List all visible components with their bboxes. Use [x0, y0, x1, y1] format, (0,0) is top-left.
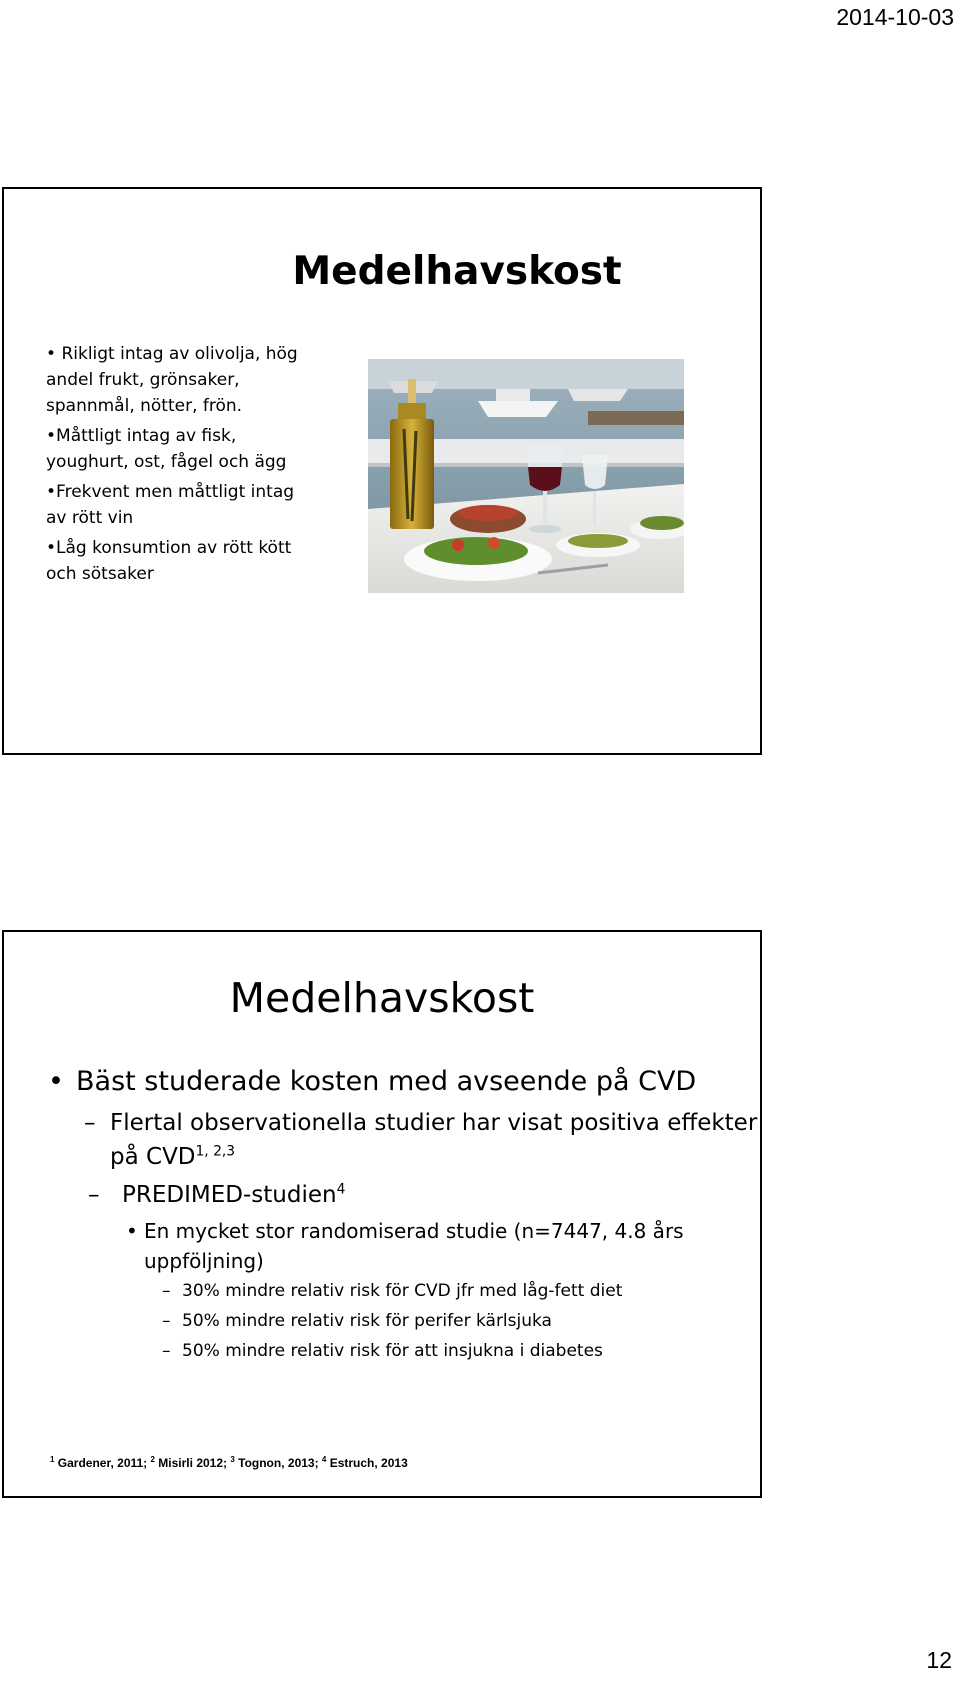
slide-2	[2, 930, 762, 1498]
bullet-level-4: – 30% mindre relativ risk för CVD jfr med låg-fett diet	[4, 1276, 760, 1306]
slide-2-body	[4, 1062, 760, 1366]
footnote-ref: 1, 2,3	[195, 1143, 236, 1160]
list-item: •Måttligt intag av fisk, youghurt, ost, fågel och ägg	[46, 426, 287, 472]
slide-1	[2, 187, 762, 755]
references: $^1$ Gardener, 2011; $^2$ Misirli 2012; $^3$ Tognon, 2013; $^4$ Estruch, 2013	[50, 1455, 408, 1470]
footnote-ref: 4	[336, 1181, 346, 1198]
slide-2-title: Medelhavskost	[229, 974, 535, 1022]
slide-1-title: Medelhavskost	[292, 249, 622, 294]
bullet-level-2: – Flertal observationella studier har visat positiva effekter på CVD$^{1, 2,3}$	[4, 1106, 760, 1174]
list-item: •Låg konsumtion av rött kött och sötsaker	[46, 538, 292, 584]
bullet-level-3: • En mycket stor randomiserad studie (n=7447, 4.8 års uppföljning)	[4, 1216, 760, 1276]
bullet-level-4: – 50% mindre relativ risk för att insjukna i diabetes	[4, 1336, 760, 1366]
dash-marker: –	[162, 1311, 171, 1331]
list-item: • Rikligt intag av olivolja, hög andel frukt, grönsaker, spannmål, nötter, frön.	[46, 344, 298, 416]
bullet-level-1: • Bäst studerade kosten med avseende på CVD	[4, 1062, 760, 1102]
dash-marker: –	[162, 1341, 171, 1361]
dash-marker: –	[88, 1182, 100, 1208]
mediterranean-food-photo	[368, 359, 684, 593]
bullet-level-4: – 50% mindre relativ risk för perifer kärlsjuka	[4, 1306, 760, 1336]
list-item: •Frekvent men måttligt intag av rött vin	[46, 482, 295, 528]
page-number: 12	[926, 1647, 952, 1673]
dash-marker: –	[162, 1281, 171, 1301]
bullet-level-2: – PREDIMED-studien$^4$	[4, 1178, 760, 1212]
page-date: 2014-10-03	[836, 4, 954, 30]
slide-1-bullet-list	[46, 341, 306, 591]
dash-marker: –	[84, 1110, 96, 1136]
